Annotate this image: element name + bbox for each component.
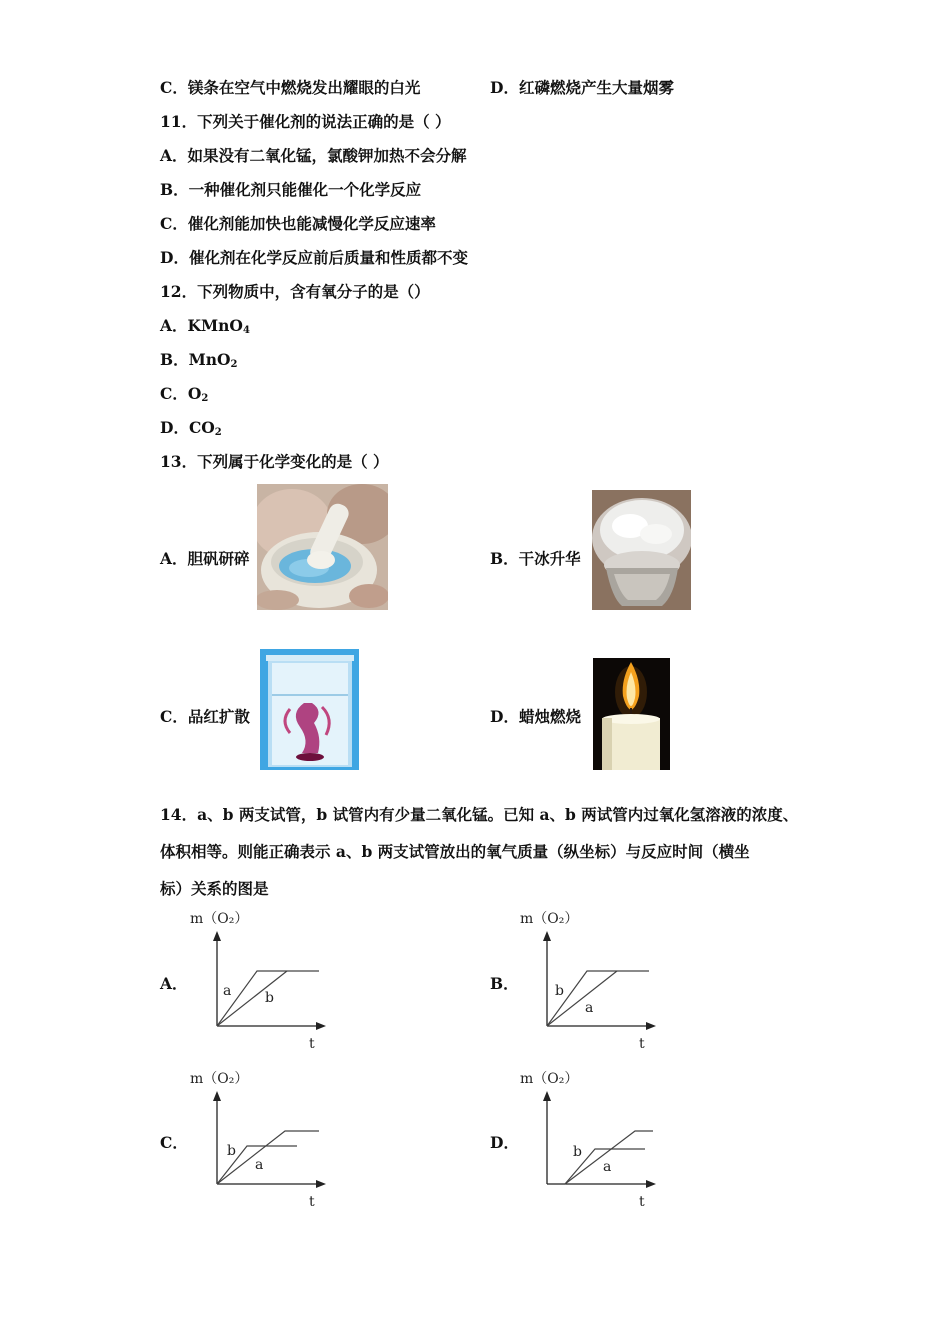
beaker-dye-image bbox=[260, 649, 359, 770]
graph-c-curve-a-label: a bbox=[255, 1157, 264, 1173]
graph-d-y-label: m（O₂） bbox=[520, 1071, 579, 1087]
graph-a-curve-a-label: a bbox=[223, 983, 232, 999]
q13-option-d-label: D．蜡烛燃烧 bbox=[490, 707, 581, 726]
q12-option-a: A．KMnO$_4$ bbox=[160, 316, 250, 336]
q14-option-d-label: D． bbox=[490, 1133, 519, 1152]
q10-option-d: D．红磷燃烧产生大量烟雾 bbox=[490, 78, 674, 97]
candle-image bbox=[593, 658, 670, 770]
graph-b-curve-a-label: a bbox=[585, 1000, 594, 1016]
graph-a-x-label: t bbox=[309, 1036, 315, 1052]
graph-a-curve-b-label: b bbox=[265, 990, 274, 1006]
q14-stem-line3: 标）关系的图是 bbox=[160, 879, 269, 898]
q11-stem: 11．下列关于催化剂的说法正确的是（ ） bbox=[160, 112, 451, 131]
graph-d-x-label: t bbox=[639, 1194, 645, 1210]
graph-a-y-label: m（O₂） bbox=[190, 911, 249, 927]
graph-b-curve-b-label: b bbox=[555, 983, 564, 999]
graph-d-curve-a-label: a bbox=[603, 1159, 612, 1175]
graph-c-y-label: m（O₂） bbox=[190, 1071, 249, 1087]
q11-option-d: D．催化剂在化学反应前后质量和性质都不变 bbox=[160, 248, 468, 267]
q12-option-d: D．$CO_2$ bbox=[160, 418, 222, 438]
mortar-pestle-image bbox=[257, 484, 388, 610]
q11-option-c: C．催化剂能加快也能减慢化学反应速率 bbox=[160, 214, 436, 233]
q13-stem: 13．下列属于化学变化的是（ ） bbox=[160, 452, 389, 471]
graph-d bbox=[515, 1065, 665, 1215]
q14-option-a-label: A． bbox=[160, 974, 188, 993]
q11-option-a: A．如果没有二氧化锰，氯酸钾加热不会分解 bbox=[160, 146, 467, 165]
q13-option-a-label: A．胆矾研碎 bbox=[160, 549, 250, 568]
q12-option-b: B．MnO$_2$ bbox=[160, 350, 238, 370]
graph-b-y-label: m（O₂） bbox=[520, 911, 579, 927]
q12-option-c: C．$O_2$ bbox=[160, 384, 209, 404]
q11-option-b: B．一种催化剂只能催化一个化学反应 bbox=[160, 180, 422, 199]
q14-option-b-label: B． bbox=[490, 974, 519, 993]
q13-option-b-label: B．干冰升华 bbox=[490, 549, 581, 568]
graph-b bbox=[515, 905, 665, 1055]
q10-option-c: C．镁条在空气中燃烧发出耀眼的白光 bbox=[160, 78, 421, 97]
q14-option-c-label: C． bbox=[160, 1133, 188, 1152]
q14-stem-line2: 体积相等。则能正确表示 a、b 两支试管放出的氧气质量（纵坐标）与反应时间（横坐 bbox=[160, 842, 750, 861]
graph-c-x-label: t bbox=[309, 1194, 315, 1210]
graph-c bbox=[185, 1065, 335, 1215]
dry-ice-image bbox=[592, 490, 691, 610]
q14-stem-line1: 14．a、b 两支试管，b 试管内有少量二氧化锰。已知 a、b 两试管内过氧化氢溶液的浓度、 bbox=[160, 805, 799, 824]
graph-d-curve-b-label: b bbox=[573, 1144, 582, 1160]
graph-b-x-label: t bbox=[639, 1036, 645, 1052]
q12-stem: 12．下列物质中，含有氧分子的是（） bbox=[160, 282, 430, 301]
q13-option-c-label: C．品红扩散 bbox=[160, 707, 250, 726]
graph-c-curve-b-label: b bbox=[227, 1143, 236, 1159]
graph-a bbox=[185, 905, 335, 1055]
